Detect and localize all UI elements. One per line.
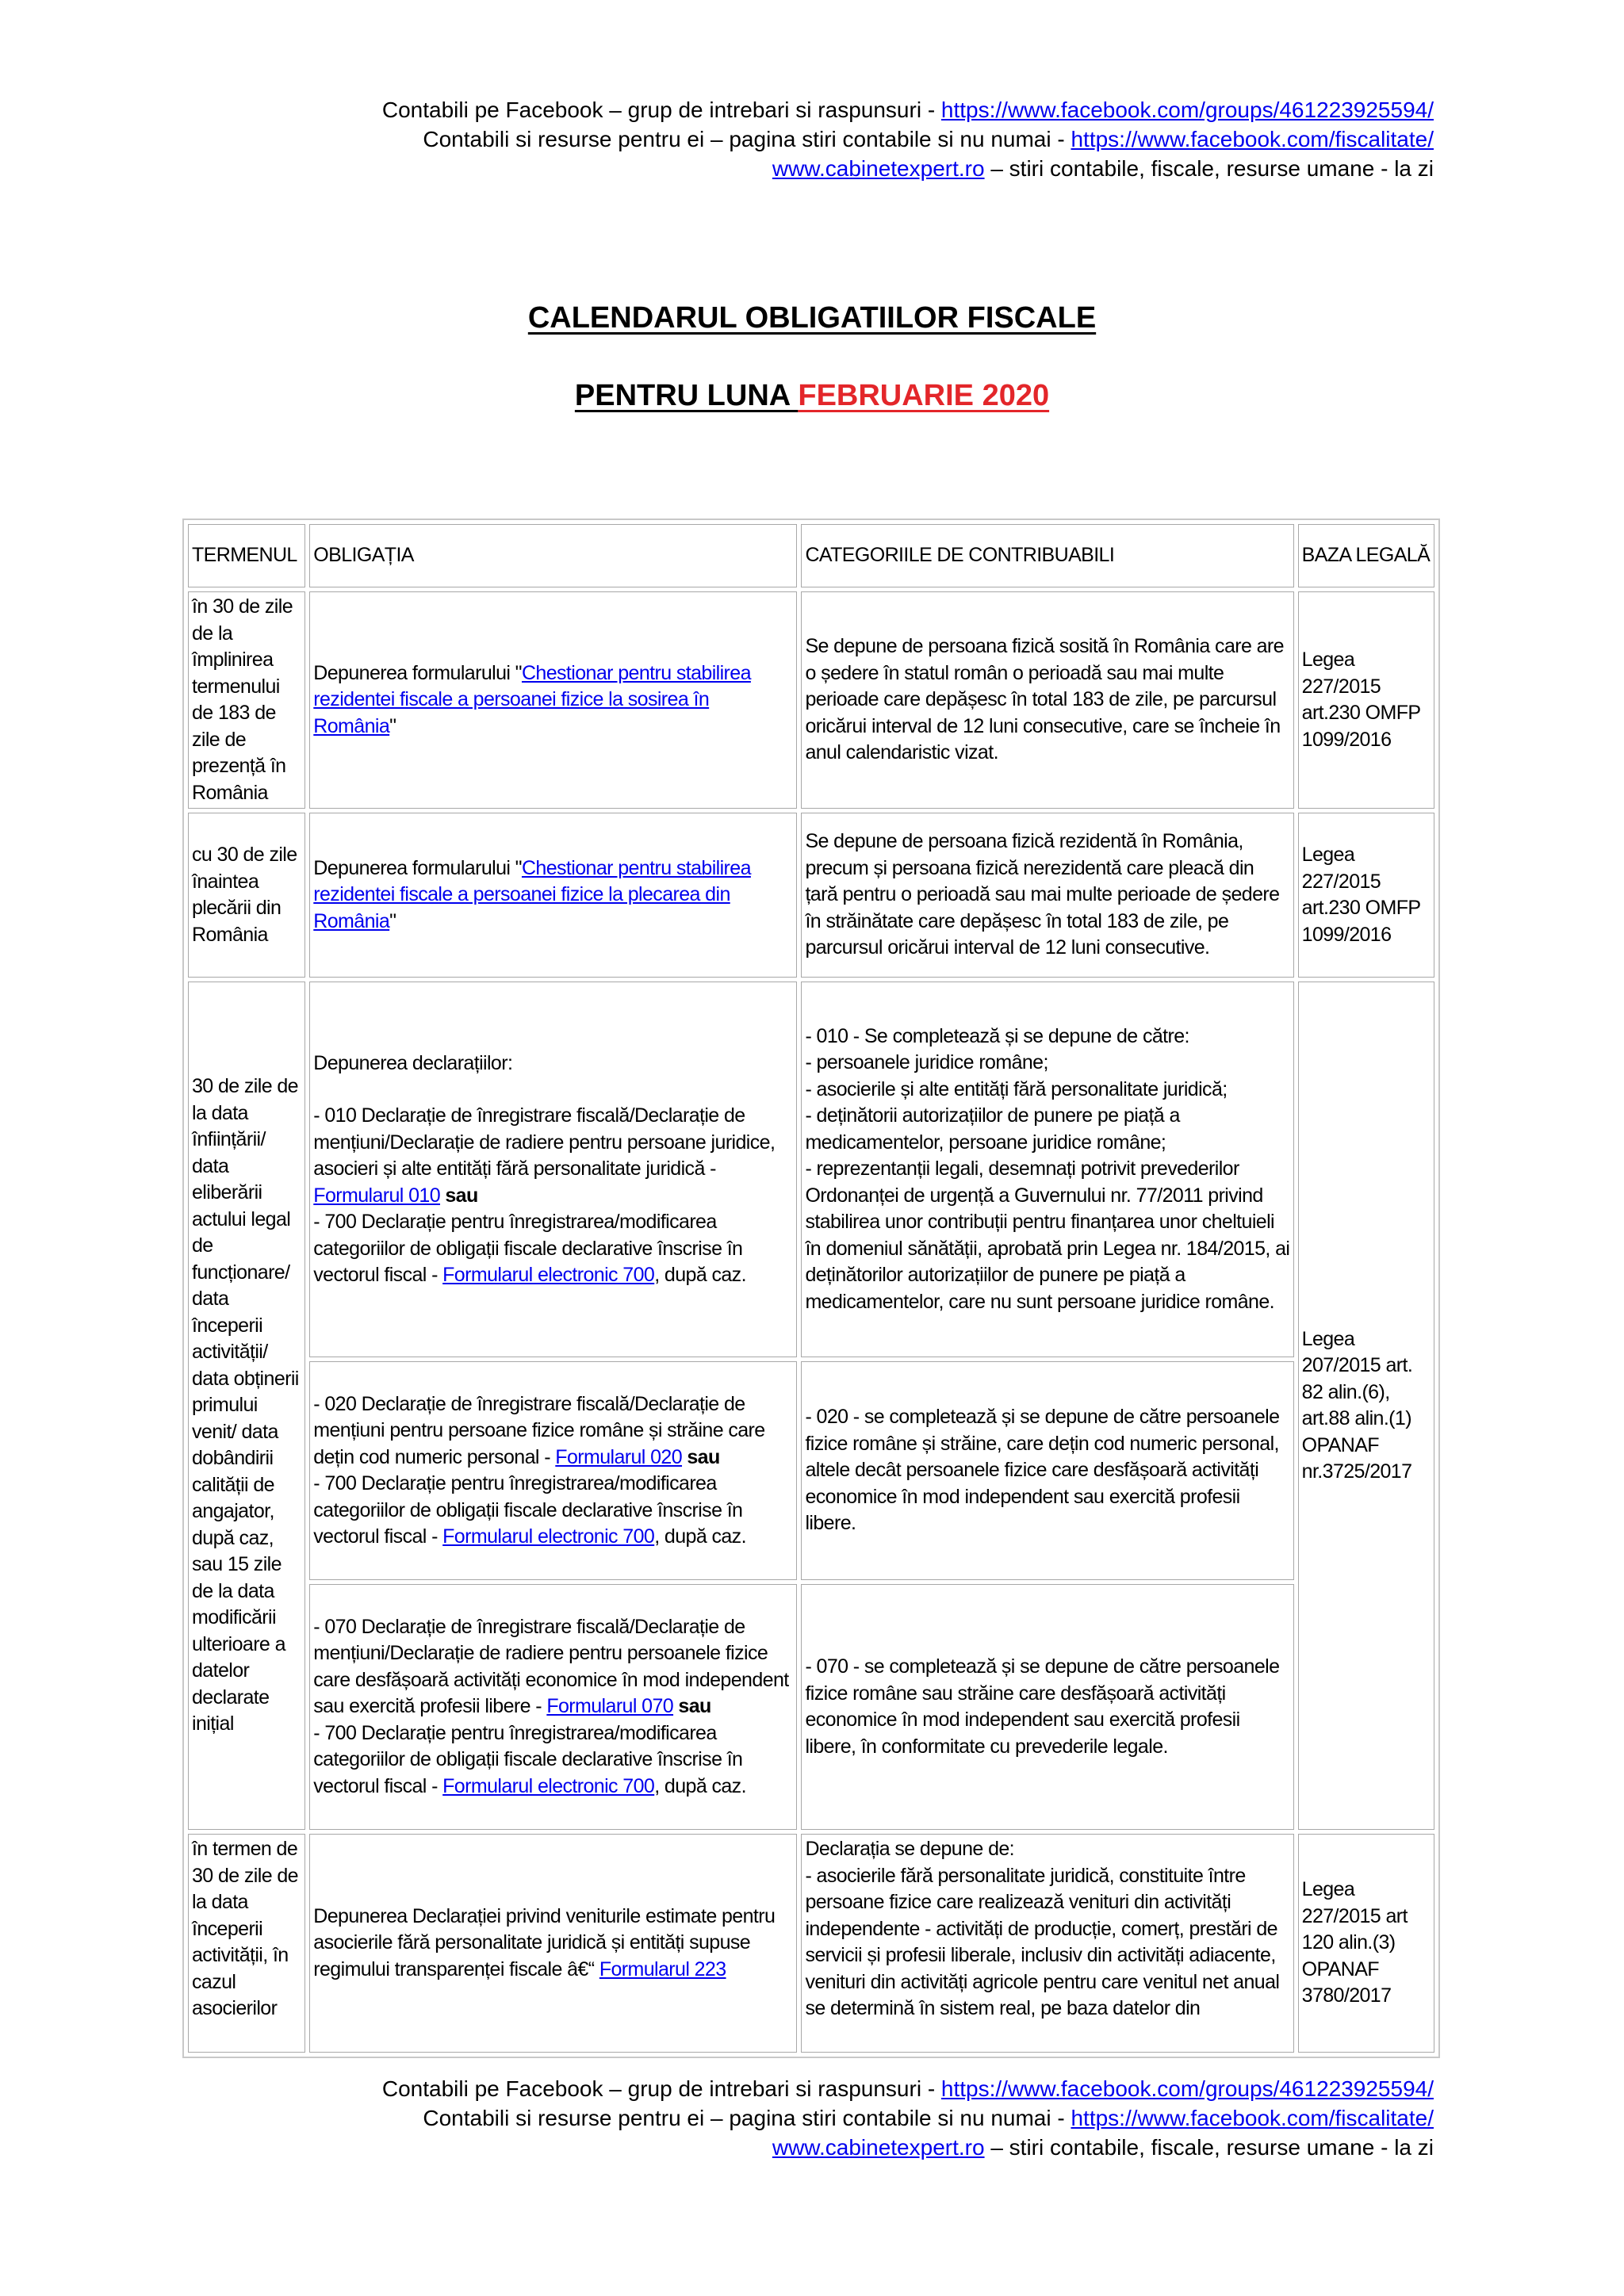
document-subtitle <box>0 377 1624 414</box>
obligation-cell <box>309 813 797 978</box>
declaration-text: - 700 Declarație pentru înregistrarea/modificarea categoriilor de obligații fiscale declarative înscrise în vectorul fiscal - <box>313 1721 743 1797</box>
declarations-intro: Depunerea declarațiilor: <box>313 1051 513 1074</box>
title-line-1: CALENDARUL OBLIGATIILOR FISCALE <box>527 301 1097 335</box>
form-link[interactable]: Chestionar pentru stabilirea rezidentei fiscale a persoanei fizice la sosirea în România <box>313 661 751 737</box>
category-line: - reprezentanții legali, desemnați potrivit prevederilor Ordonanței de urgență a Guvernului nr. 77/2011 privind stabilirea unor contribuții pentru finanțarea unor cheltuieli în domeniul sănătății, aprobată prin Legea nr. 184/2015, ai deținătorilor autorizațiilor de punere pe piață a medicamentelor, care nu sunt persoane juridice române. <box>805 1158 1290 1313</box>
table-row <box>188 813 1434 978</box>
categories-cell: Se depune de persoana fizică rezidentă în România, precum și persoana fizică nerezidentă care pleacă din țară pentru o perioadă sau mai multe perioade de ședere în străinătate care depășesc în total 183 de zile, pe parcursul oricărui interval de 12 luni consecutive. <box>801 813 1293 978</box>
term-cell: în termen de 30 de zile de la data începerii activității, în cazul asocierilor <box>188 1834 305 2053</box>
form-700-link[interactable]: Formularul electronic 700 <box>442 1264 655 1286</box>
obligation-text: Depunerea Declarației privind veniturile estimate pentru asocierile fără personalitate juridică și entități supuse regimului transparenței fiscale â€“ <box>313 1904 776 1980</box>
term-cell: 30 de zile de la data înființării/ data eliberării actului legal de funcționare/ data începerii activității/ data obținerii primului venit/ data dobândirii calității de angajator, după caz, sau 15 zile de la data modificării ulterioare a datelor declarate inițial <box>188 982 305 1830</box>
page-header <box>86 95 1434 183</box>
declaration-text: - 700 Declarație pentru înregistrarea/modificarea categoriilor de obligații fiscale declarative înscrise în vectorul fiscal - <box>313 1211 743 1286</box>
table-row <box>188 1834 1434 2053</box>
header-cell-obligation: OBLIGAȚIA <box>309 524 797 587</box>
footer-line-2-text: Contabili si resurse pentru ei – pagina stiri contabile si nu numai - <box>423 2106 1071 2130</box>
or-label: sau <box>682 1445 720 1468</box>
website-link[interactable]: www.cabinetexpert.ro <box>772 156 985 181</box>
header-cell-categories: CATEGORIILE DE CONTRIBUABILI <box>801 524 1293 587</box>
form-223-link[interactable]: Formularul 223 <box>599 1957 726 1980</box>
legal-basis-cell: Legea 227/2015 art.230 OMFP 1099/2016 <box>1298 813 1434 978</box>
website-link[interactable]: www.cabinetexpert.ro <box>772 2135 985 2160</box>
term-cell: cu 30 de zile înaintea plecării din România <box>188 813 305 978</box>
table-header-row <box>188 524 1434 587</box>
category-line: - persoanele juridice române; <box>805 1051 1048 1074</box>
form-700-link[interactable]: Formularul electronic 700 <box>442 1774 655 1797</box>
declaration-700 <box>313 1209 793 1289</box>
facebook-group-link[interactable]: https://www.facebook.com/groups/461223925594/ <box>940 98 1434 122</box>
table-row <box>188 982 1434 1357</box>
form-link[interactable]: Chestionar pentru stabilirea rezidentei fiscale a persoanei fizice la plecarea din România <box>313 856 751 932</box>
categories-cell: Se depune de persoana fizică sosită în România care are o ședere în statul român o perioadă sau mai multe perioade care depășesc în total 183 de zile, pe parcursul oricărui interval de 12 luni consecutive, care se încheie în anul calendaristic vizat. <box>801 591 1293 809</box>
obligation-text-end: " <box>389 714 396 737</box>
obligation-cell <box>309 1834 797 2053</box>
categories-cell: - 070 - se completează și se depune de către persoanele fizice române sau străine care desfășoară activități economice în mod independent sau exercită profesii libere, în conformitate cu prevederile legale. <box>801 1584 1293 1830</box>
facebook-page-link[interactable]: https://www.facebook.com/fiscalitate/ <box>1071 127 1434 151</box>
declaration-text: - 700 Declarație pentru înregistrarea/modificarea categoriilor de obligații fiscale declarative înscrise în vectorul fiscal - <box>313 1472 743 1548</box>
category-line: - 010 - Se completează și se depune de către: <box>805 1024 1189 1047</box>
footer-line-2 <box>86 2103 1434 2133</box>
form-010-link[interactable]: Formularul 010 <box>313 1184 441 1207</box>
facebook-group-link[interactable]: https://www.facebook.com/groups/461223925594/ <box>940 2076 1434 2101</box>
legal-basis-cell: Legea 227/2015 art 120 alin.(3) OPANAF 3780/2017 <box>1298 1834 1434 2053</box>
category-line: - asocierile și alte entități fără personalitate juridică; <box>805 1077 1228 1100</box>
table-row <box>188 591 1434 809</box>
obligation-cell <box>309 1361 797 1580</box>
footer-line-1-text: Contabili pe Facebook – grup de intrebari si raspunsuri - <box>381 2076 941 2101</box>
table-row <box>188 1584 1434 1830</box>
categories-cell: - 020 - se completează și se depune de către persoanele fizice române și străine, care dețin cod numeric personal, altele decât persoanele fizice care desfășoară activități economice în mod independent sau exercită profesii libere. <box>801 1361 1293 1580</box>
categories-cell <box>801 982 1293 1357</box>
legal-basis-cell: Legea 207/2015 art. 82 alin.(6), art.88 alin.(1) OPANAF nr.3725/2017 <box>1298 982 1434 1830</box>
obligation-cell <box>309 1584 797 1830</box>
title-line-2-prefix: PENTRU LUNA <box>574 379 799 412</box>
declaration-text-end: , după caz. <box>654 1525 746 1548</box>
document-title <box>0 300 1624 336</box>
declaration-text: - 020 Declarație de înregistrare fiscală/Declarație de mențiuni pentru persoane fizice române și străine care dețin cod numeric personal - <box>313 1392 765 1468</box>
declaration-text: - 010 Declarație de înregistrare fiscală/Declarație de mențiuni/Declarație de radiere pentru persoane juridice, asocieri și alte entități fără personalitate juridică - <box>313 1104 776 1180</box>
header-line-3-text: – stiri contabile, fiscale, resurse umane - la zi <box>984 156 1434 181</box>
obligation-text-end: " <box>389 909 396 932</box>
obligation-text: Depunerea formularului " <box>313 661 522 684</box>
obligation-cell <box>309 591 797 809</box>
category-intro: Declarația se depune de: <box>805 1838 1015 1860</box>
header-line-2 <box>86 124 1434 154</box>
category-line: - asocierile fără personalitate juridică, constituite între persoane fizice care realizează venituri din activități independente - activități de producție, comerț, prestări de servicii și profesii liberale, inclusiv din activități adiacente, venituri din activități agricole pentru care venitul net anual se determină în sistem real, pe baza datelor din <box>805 1864 1280 2019</box>
title-month-highlight: FEBRUARIE 2020 <box>798 379 1050 412</box>
declaration-700 <box>313 1720 793 1800</box>
form-700-link[interactable]: Formularul electronic 700 <box>442 1525 655 1548</box>
declaration-text-end: , după caz. <box>654 1264 746 1286</box>
footer-line-1 <box>86 2074 1434 2103</box>
form-070-link[interactable]: Formularul 070 <box>546 1695 674 1718</box>
obligations-table <box>182 519 1440 2058</box>
form-020-link[interactable]: Formularul 020 <box>555 1445 683 1468</box>
declaration-700 <box>313 1471 793 1551</box>
facebook-page-link[interactable]: https://www.facebook.com/fiscalitate/ <box>1071 2106 1434 2130</box>
legal-basis-cell: Legea 227/2015 art.230 OMFP 1099/2016 <box>1298 591 1434 809</box>
header-line-1 <box>86 95 1434 124</box>
declaration-010 <box>313 1103 793 1209</box>
obligation-cell <box>309 982 797 1357</box>
obligation-text: Depunerea formularului " <box>313 856 522 879</box>
header-cell-term: TERMENUL <box>188 524 305 587</box>
page-footer <box>86 2074 1434 2162</box>
header-line-2-text: Contabili si resurse pentru ei – pagina stiri contabile si nu numai - <box>423 127 1071 151</box>
footer-line-3 <box>86 2133 1434 2162</box>
or-label: sau <box>440 1184 478 1207</box>
footer-line-3-text: – stiri contabile, fiscale, resurse umane - la zi <box>984 2135 1434 2160</box>
or-label: sau <box>673 1695 711 1718</box>
declaration-text: - 070 Declarație de înregistrare fiscală/Declarație de mențiuni/Declarație de radiere pentru persoanele fizice care desfășoară activități economice în mod independent sau exercită profesii libere - <box>313 1615 789 1718</box>
header-cell-legal: BAZA LEGALĂ <box>1298 524 1434 587</box>
header-line-3 <box>86 154 1434 183</box>
category-line: - deținătorii autorizațiilor de punere pe piață a medicamentelor, persoane juridice române; <box>805 1104 1180 1154</box>
declaration-text-end: , după caz. <box>654 1774 746 1797</box>
header-line-1-text: Contabili pe Facebook – grup de intrebari si raspunsuri - <box>381 98 941 122</box>
table-row <box>188 1361 1434 1580</box>
categories-cell <box>801 1834 1293 2053</box>
term-cell: în 30 de zile de la împlinirea termenului de 183 de zile de prezență în România <box>188 591 305 809</box>
